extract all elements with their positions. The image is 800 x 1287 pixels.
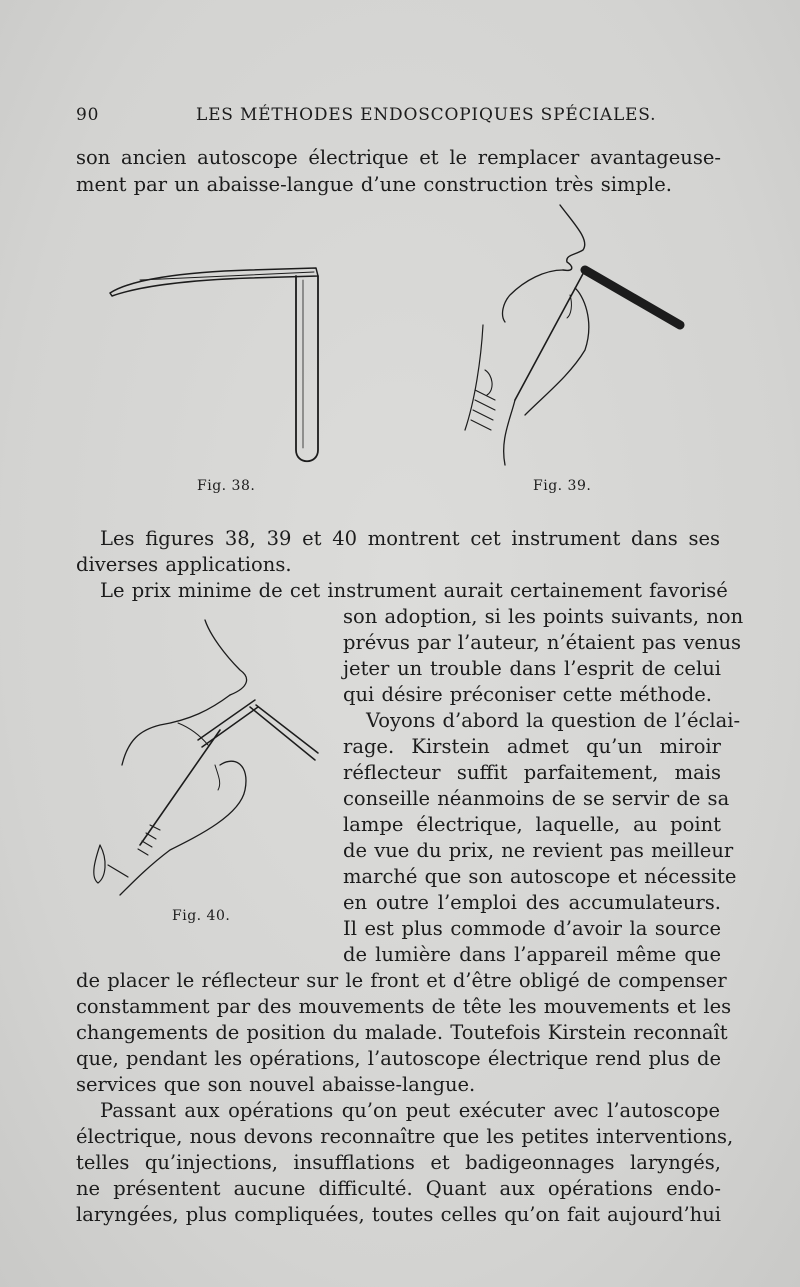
figure-40-profile-illustration xyxy=(80,615,330,905)
para4-line-2: électrique, nous devons reconnaître que les petites interventions, xyxy=(76,1125,734,1148)
para3-narrow-1: Voyons d’abord la question de l’éclai- xyxy=(366,709,741,732)
para3-narrow-6: de vue du prix, ne revient pas meilleur xyxy=(343,839,734,862)
para4-line-1: Passant aux opérations qu’on peut exécuter avec l’autoscope xyxy=(100,1099,720,1122)
para1-line-2: diverses applications. xyxy=(76,553,292,576)
para2-narrow-4: qui désire préconiser cette méthode. xyxy=(343,683,712,706)
figure-39-caption: Fig. 39. xyxy=(533,478,592,494)
para3-full-4: que, pendant les opérations, l’autoscope électrique rend plus de xyxy=(76,1047,721,1070)
para2-narrow-1: son adoption, si les points suivants, non xyxy=(343,605,744,628)
running-title: LES MÉTHODES ENDOSCOPIQUES SPÉCIALES. xyxy=(196,105,657,125)
para3-narrow-4: conseille néanmoins de se servir de sa xyxy=(343,787,730,810)
para3-narrow-3: réflecteur suffit parfaitement, mais xyxy=(343,761,721,784)
figure-39-profile-illustration xyxy=(455,200,695,470)
para3-narrow-2: rage. Kirstein admet qu’un miroir xyxy=(343,735,721,758)
figure-38-tongue-depressor xyxy=(100,260,330,470)
figure-38-caption: Fig. 38. xyxy=(197,478,256,494)
figure-40-caption: Fig. 40. xyxy=(172,908,231,924)
para4-line-3: telles qu’injections, insufflations et badigeonnages laryngés, xyxy=(76,1151,721,1174)
para3-full-1: de placer le réflecteur sur le front et d’être obligé de compenser xyxy=(76,969,727,992)
para3-full-2: constamment par des mouvements de tête les mouvements et les xyxy=(76,995,732,1018)
running-header xyxy=(76,105,720,129)
intro-line-2: ment par un abaisse-langue d’une construction très simple. xyxy=(76,173,672,196)
para1-line-1: Les figures 38, 39 et 40 montrent cet instrument dans ses xyxy=(100,527,720,550)
para2-line-1: Le prix minime de cet instrument aurait certainement favorisé xyxy=(100,579,728,602)
para3-full-3: changements de position du malade. Toutefois Kirstein reconnaît xyxy=(76,1021,728,1044)
para2-narrow-2: prévus par l’auteur, n’étaient pas venus xyxy=(343,631,742,654)
para4-line-4: ne présentent aucune difficulté. Quant aux opérations endo- xyxy=(76,1177,721,1200)
para3-narrow-9: Il est plus commode d’avoir la source xyxy=(343,917,721,940)
intro-line-1: son ancien autoscope électrique et le remplacer avantageuse- xyxy=(76,146,721,169)
para3-narrow-5: lampe électrique, laquelle, au point xyxy=(343,813,721,836)
para3-full-5: services que son nouvel abaisse-langue. xyxy=(76,1073,476,1096)
para4-line-5: laryngées, plus compliquées, toutes celles qu’on fait aujourd’hui xyxy=(76,1203,721,1226)
para3-narrow-7: marché que son autoscope et nécessite xyxy=(343,865,737,888)
para3-narrow-8: en outre l’emploi des accumulateurs. xyxy=(343,891,721,914)
para2-narrow-3: jeter un trouble dans l’esprit de celui xyxy=(343,657,721,680)
page-number: 90 xyxy=(76,105,100,125)
para3-narrow-10: de lumière dans l’appareil même que xyxy=(343,943,721,966)
